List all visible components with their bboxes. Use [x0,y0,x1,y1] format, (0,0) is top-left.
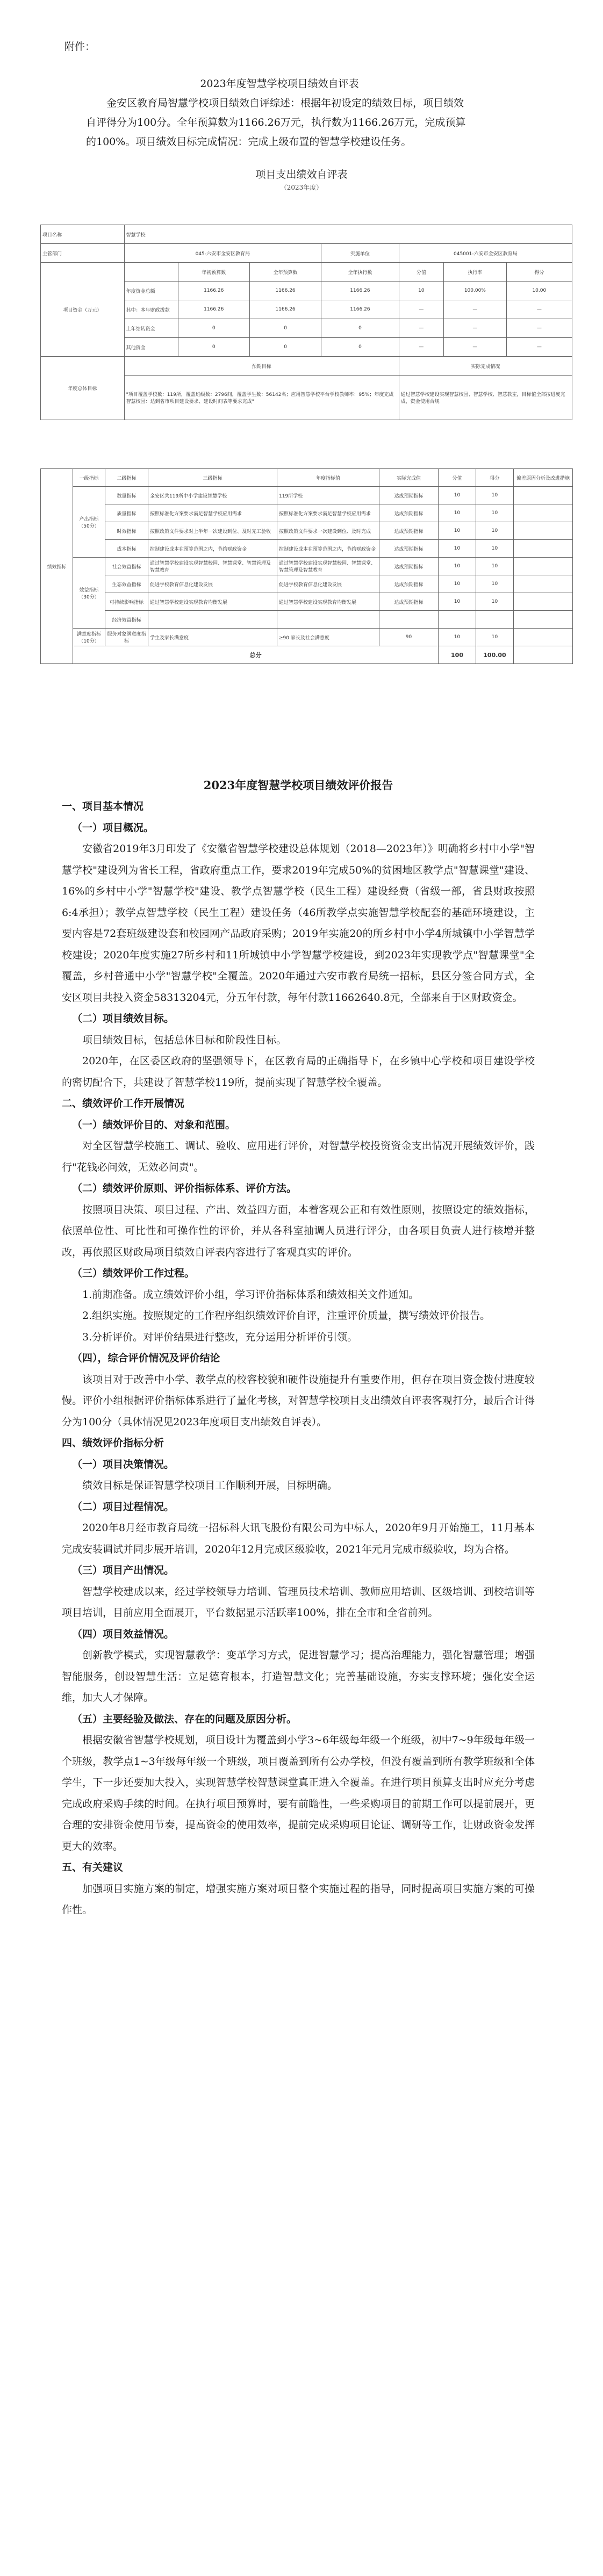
report-paragraph: 根据安徽省智慧学校规划，项目设计为覆盖到小学3~6年级每年级一个班级，初中7~9年级每年级一个班级，教学点1~3年级每年级一个班级，项目覆盖到所有公办学校，但没有覆盖到所有教学班级和全体学生，下一步还要加大投入，实现智慧学校智慧课堂真正进入全覆盖。在进行项目预算支出时应充分考虑完成政府采购手续的时间。在执行项目预算时，要有前瞻性，一些采购项目的前期工作可以提前展开，更合理的安排资金使用节奏，提高资金的使用效率，提前完成采购项目论证、调研等工作，让财政资金发挥更大的效率。 [62,1734,535,1852]
perf-label: 绩效指标 [41,469,73,664]
report-paragraph: 项目绩效目标，包括总体目标和阶段性目标。 [82,1034,287,1046]
subsection-heading: （三）绩效评价工作过程。 [72,1267,195,1279]
table-row: 其中：本年财政拨款 1166.26 1166.26 1166.26 — — — [41,300,572,319]
col-annual: 年初预算数 [178,263,249,282]
project-name-label: 项目名称 [41,225,125,244]
report-paragraph: 创新教学模式，实现智慧教学：变革学习方式，促进智慧学习；提高治理能力，强化智慧管理；增强智能服务，创设智慧生活：立足德育根本，打造智慧文化；完善基础设施，夯实支撑环境；强化安全运维，加大人才保障。 [62,1649,535,1704]
table-row: 成本指标 控制建设成本在预算范围之内，节约财政资金 控制建设成本在预算范围之内，节约财政资金 达成预期指标 10 10 [41,540,573,558]
expected-goal: "项目覆盖学校数：119所，覆盖班级数：2796间，覆盖学生数：56142名；应用智慧学校平台学校教师率：95%；年度完成智慧校园：达到省市项目建设要求、建设时间表等要求完成" [124,376,399,420]
col-get: 得分 [506,263,572,282]
subsection-heading: （四）项目效益情况。 [72,1628,175,1640]
impl-value: 045001-六安市金安区教育局 [399,244,572,263]
table-row: 时效指标 按照政策文件要求对上半年一次建设到位、及时完工验收 按照政策文件要求一次建设到位、及时完成 达成预期指标 10 10 [41,522,573,540]
h-score: 分值 [439,469,476,487]
report-paragraph: 加强项目实施方案的制定，增强实施方案对项目整个实施过程的指导，同时提高项目实施方案的可操作性。 [62,1882,535,1916]
section-heading: 一、项目基本情况 [62,800,144,812]
indicator-table [40,468,573,664]
report-paragraph: 该项目对于改善中小学、教学点的校容校貌和硬件设施提升有重要作用，但存在项目资金拨付进度较慢。评价小组根据评价指标体系进行了量化考核，对智慧学校项目支出绩效自评表客观打分，最后合计得分为100分（具体情况见2023年度项目支出绩效自评表）。 [62,1373,535,1428]
report-paragraph: 3.分析评价。对评价结果进行整改，充分运用分析评价引领。 [82,1331,358,1343]
col-full: 全年预算数 [249,263,321,282]
col-score: 分值 [399,263,443,282]
subsection-heading: （二）项目绩效目标。 [72,1013,175,1024]
table-row: 年度资金总额 1166.26 1166.26 1166.26 10 100.00% 10.00 [41,282,572,300]
h-reason: 偏差原因分析及改进措施 [514,469,573,487]
intro-title: 2023年度智慧学校项目绩效自评表 [200,78,359,90]
table-row: 经济效益指标 [41,611,573,629]
report-section [62,775,535,1921]
attachment-label: 附件： [64,41,96,53]
h-actual: 实际完成值 [379,469,439,487]
report-paragraph: 2020年，在区委区政府的坚强领导下，在区教育局的正确指导下，在乡镇中心学校和项目建设学校的密切配合下，共建设了智慧学校119所，提前实现了智慧学校全覆盖。 [62,1055,535,1088]
table-row: 上年结转资金 0 0 0 — — — [41,319,572,338]
project-name: 智慧学校 [124,225,572,244]
report-paragraph: 智慧学校建成以来，经过学校领导力培训、管理员技术培训、教师应用培训、区级培训、到校培训等项目培训，目前应用全面展开，平台数据显示活跃率100%，排在全市和全省前列。 [62,1585,535,1619]
actual-goal: 通过智慧学校建设实现智慧校园、智慧学校、智慧教室，目标值全部按进度完成，资金使用合规 [399,376,572,420]
h-target: 年度指标值 [277,469,379,487]
report-paragraph: 绩效目标是保证智慧学校项目工作顺利开展，目标明确。 [82,1480,338,1491]
section-heading: 四、绩效评价指标分析 [62,1437,164,1449]
h-get: 得分 [476,469,514,487]
col-exec: 全年执行数 [321,263,399,282]
h-l2: 二级指标 [105,469,148,487]
table-row: 效益指标（30分） 社会效益指标 通过智慧学校建设实现智慧校园、智慧课堂、智慧管理及智慧教育 通过智慧学校建设实现智慧校园、智慧课堂、智慧管理及智慧教育 达成预期指标 10 10 [41,558,573,575]
table-subtitle: （2023年度） [280,184,323,191]
output-label: 产出指标（50分） [73,487,105,558]
subsection-heading: （一）项目概况。 [72,821,154,834]
report-title: 2023年度智慧学校项目绩效评价报告 [203,778,393,792]
subsection-heading: （二）绩效评价原则、评价指标体系、评价方法。 [72,1182,297,1194]
subsection-heading: （一）绩效评价目的、对象和范围。 [72,1119,236,1131]
report-body [62,796,535,1921]
table-title: 项目支出绩效自评表 [255,169,348,181]
subsection-heading: （四），综合评价情况及评价结论 [72,1352,220,1364]
h-l1: 一级指标 [73,469,105,487]
report-paragraph: 2.组织实施。按照规定的工作程序组织绩效评价自评，注重评价质量，撰写绩效评价报告。 [82,1310,491,1322]
total-row [41,646,573,664]
table-row: 其他资金 0 0 0 — — — [41,338,572,357]
fund-table [40,225,572,420]
expected-label: 预期目标 [124,357,399,376]
table-row: 可持续影响指标 通过智慧学校建设实现教育均衡发展 通过智慧学校建设实现教育均衡发展 达成预期指标 10 10 [41,593,573,611]
subsection-heading: （二）项目过程情况。 [72,1500,175,1513]
dept-label: 主管部门 [41,244,125,263]
fund-label: 项目资金（万元） [41,263,125,357]
satis-label: 满意度指标（10分） [73,629,105,646]
report-paragraph: 对全区智慧学校施工、调试、验收、应用进行评价，对智慧学校投资资金支出情况开展绩效评价，践行"花钱必问效，无效必问责"。 [62,1140,535,1173]
subsection-heading: （五）主要经验及做法、存在的问题及原因分析。 [72,1713,297,1725]
subsection-heading: （一）项目决策情况。 [72,1458,175,1470]
section-heading: 五、有关建议 [62,1861,124,1873]
effect-label: 效益指标（30分） [73,558,105,629]
subsection-heading: （三）项目产出情况。 [72,1564,175,1576]
table-row: 质量指标 按照标准化方案要求满足智慧学校应用需求 按照标准化方案要求满足智慧学校应用需求 达成预期指标 10 10 [41,504,573,522]
col-rate: 执行率 [444,263,507,282]
actual-label: 实际完成情况 [399,357,572,376]
table-row: 生态效益指标 促进学校教育信息化建设发展 促进学校教育信息化建设发展 达成预期指标 10 10 [41,575,573,593]
total-get: 100.00 [476,646,514,664]
report-paragraph: 2020年8月经市教育局统一招标科大讯飞股份有限公司为中标人，2020年9月开始施工，11月基本完成安装调试并同步展开培训，2020年12月完成区级验收，2021年元月完成市级验收，均为合格。 [62,1522,535,1555]
report-paragraph: 1.前期准备。成立绩效评价小组，学习评价指标体系和绩效相关文件通知。 [82,1288,419,1301]
intro-section [86,74,473,151]
h-l3: 三级指标 [148,469,277,487]
intro-paragraph: 金安区教育局智慧学校项目绩效自评综述：根据年初设定的绩效目标，项目绩效自评得分为100分。全年预算数为1166.26万元，执行数为1166.26万元，完成预算的100%。项目绩效目标完成情况：完成上级布置的智慧学校建设任务。 [86,97,466,148]
section-heading: 二、绩效评价工作开展情况 [62,1098,185,1109]
report-paragraph: 按照项目决策、项目过程、产出、效益四方面，本着客观公正和有效性原则，按照设定的绩效指标，依照单位性、可比性和可操作性的评价，并从各科室抽调人员进行评分，由各项目负责人进行核增并整改，再依照区财政局项目绩效自评表内容进行了客观真实的评价。 [62,1203,535,1258]
table-row: 满意度指标（10分） 服务对象满意度指标 学生及家长满意度 ≥90 家长及社会满意度 90 10 10 [41,629,573,646]
table-row: 产出指标（50分） 数量指标 金安区共119所中小学建设智慧学校 119所学校 达成预期指标 10 10 [41,487,573,504]
total-label: 总分 [73,646,439,664]
report-paragraph: 安徽省2019年3月印发了《安徽省智慧学校建设总体规划（2018—2023年）》明确将乡村中小学"智慧学校"建设列为省长工程，省政府重点工作，要求2019年完成50%的贫困地区教学点"智慧课堂"建设、16%的乡村中小学"智慧学校"建设、教学点智慧学校（民生工程）建设经费（省级一部，省县财政按照6:4承担）；教学点智慧学校（民生工程）建设任务（46所教学点实施智慧学校配套的基础环境建设，主要内容是72套班级建设套和校园网产品政府采购；2019年实施20的所乡村中小学4所城镇中小学智慧学校建设；2020年度实施27所乡村和11所城镇中小学智慧学校建设，到2023年实现教学点"智慧课堂"全覆盖，乡村普通中小学"智慧学校"全覆盖。2020年通过六安市教育局统一招标，县区分签合同方式，全安区项目共投入资金58313204元，分五年付款，每年付款11662640.8元，全部来自于区财政资金。 [62,843,535,1004]
goal-label: 年度总体目标 [41,357,125,420]
dept-value: 045-六安市金安区教育局 [124,244,321,263]
total-score: 100 [439,646,476,664]
impl-label: 实施单位 [321,244,399,263]
